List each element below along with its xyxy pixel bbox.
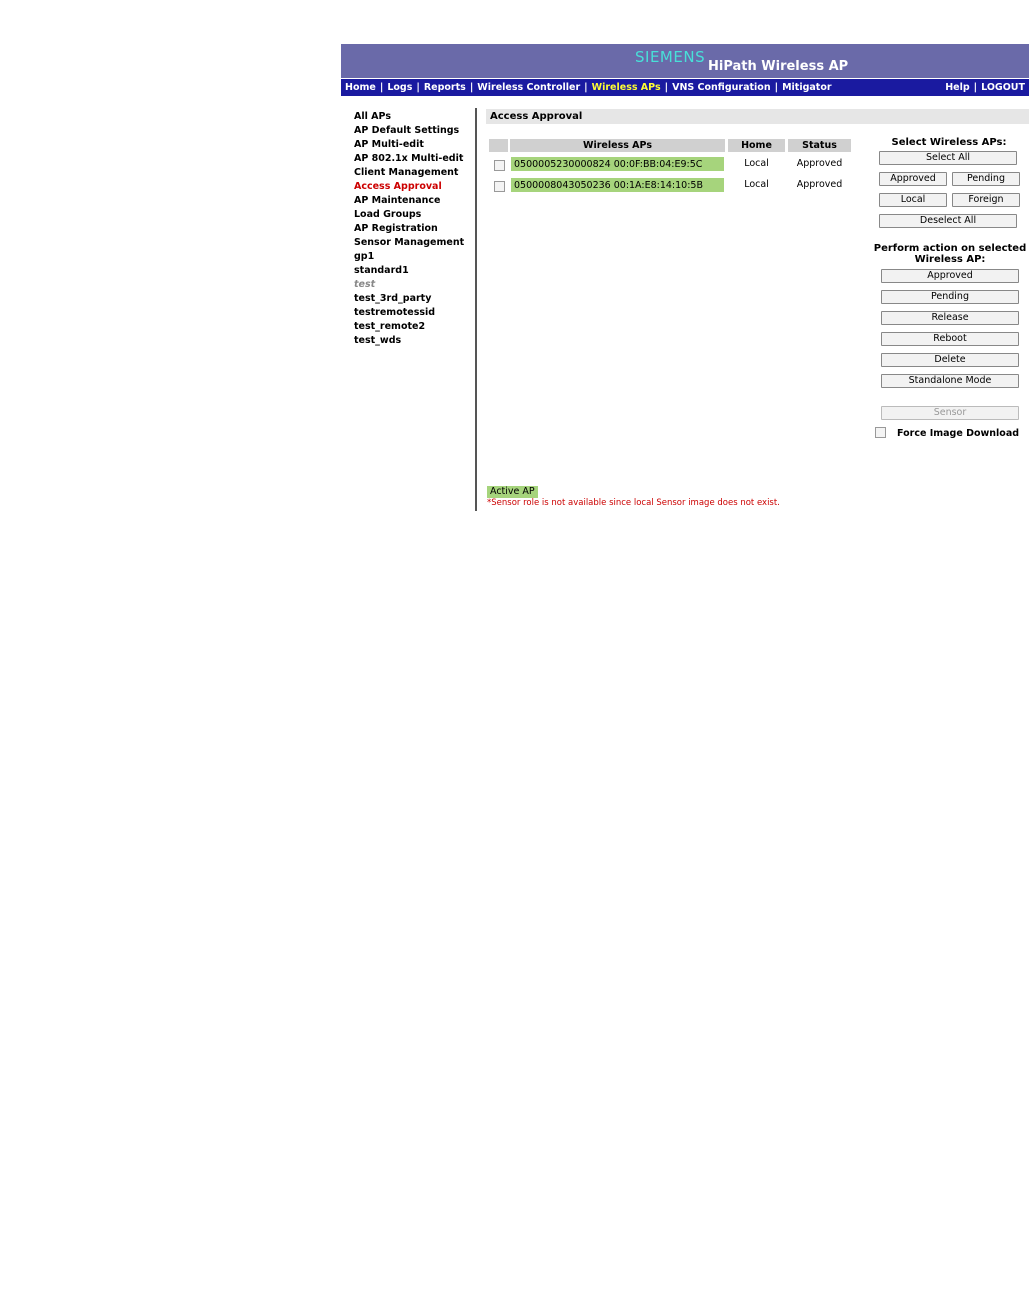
sidebar-item-access-approval[interactable]: Access Approval [354,181,442,192]
ap-cell[interactable]: 0500005230000824 00:0F:BB:04:E9:5C [510,156,725,172]
action-approved-button[interactable]: Approved [881,269,1019,283]
nav-separator: | [416,82,420,93]
nav-home[interactable]: Home [345,82,376,93]
action-panel-title-line1: Perform action on selected [873,243,1027,254]
sidebar-item-test-wds[interactable]: test_wds [354,335,402,346]
sidebar-item-sensor-management[interactable]: Sensor Management [354,237,465,248]
action-release-button[interactable]: Release [881,311,1019,325]
home-cell: Local [744,158,769,169]
nav-vns-configuration[interactable]: VNS Configuration [672,82,771,93]
header-banner [341,44,1029,78]
nav-separator: | [584,82,588,93]
sidebar-item-ap-registration[interactable]: AP Registration [354,223,438,234]
sidebar-item-test[interactable]: test [354,279,376,290]
select-all-button[interactable]: Select All [879,151,1017,165]
action-panel-title-line2: Wireless AP: [914,254,986,265]
checkbox-column-header [489,139,508,152]
action-sensor-button[interactable]: Sensor [881,406,1019,420]
select-foreign-button[interactable]: Foreign [952,193,1020,207]
sidebar-item-all-aps[interactable]: All APs [354,111,391,122]
status-cell: Approved [796,158,843,169]
section-header [486,109,1029,124]
sensor-note [487,498,780,508]
action-standalone-mode-button[interactable]: Standalone Mode [881,374,1019,388]
sidebar-item-testremotessid[interactable]: testremotessid [354,307,436,318]
sidebar-item-test-remote2[interactable]: test_remote2 [354,321,426,332]
product-title: HiPath Wireless AP [708,59,849,74]
section-title: Access Approval [490,111,583,122]
nav-logout[interactable]: LOGOUT [981,82,1025,93]
note-marker: * [487,498,492,508]
nav-separator: | [973,82,978,93]
sidebar-item-ap-maintenance[interactable]: AP Maintenance [354,195,441,206]
column-header-status: Status [788,139,851,152]
nav-left [345,82,832,93]
nav-separator: | [379,82,384,93]
sidebar-item-ap-default-settings[interactable]: AP Default Settings [354,125,460,136]
select-pending-button[interactable]: Pending [952,172,1020,186]
select-panel-title: Select Wireless APs: [891,137,1007,148]
sidebar-item-ap-multi-edit[interactable]: AP Multi-edit [354,139,424,150]
nav-reports[interactable]: Reports [423,82,466,93]
deselect-all-button[interactable]: Deselect All [879,214,1017,228]
ap-cell[interactable]: 0500008043050236 00:1A:E8:14:10:5B [510,177,725,193]
sidebar-item-gp1[interactable]: gp1 [354,251,375,262]
nav-separator: | [774,82,779,93]
sidebar-item-test-3rd-party[interactable]: test_3rd_party [354,293,432,304]
action-reboot-button[interactable]: Reboot [881,332,1019,346]
nav-help[interactable]: Help [945,82,970,93]
nav-wireless-aps[interactable]: Wireless APs [591,82,661,93]
nav-logs[interactable]: Logs [387,82,413,93]
force-image-download-checkbox[interactable] [875,427,886,438]
content-divider [475,108,477,511]
home-cell: Local [744,179,769,190]
sidebar-item-load-groups[interactable]: Load Groups [354,209,422,220]
status-cell: Approved [796,179,843,190]
nav-right [945,82,1025,93]
sidebar-item-client-management[interactable]: Client Management [354,167,459,178]
row-checkbox[interactable] [494,181,505,192]
nav-separator: | [469,82,474,93]
select-local-button[interactable]: Local [879,193,947,207]
note-text: Sensor role is not available since local Sensor image does not exist. [491,498,780,508]
select-approved-button[interactable]: Approved [879,172,947,186]
top-nav [341,79,1029,96]
sidebar-item-standard1[interactable]: standard1 [354,265,409,276]
nav-mitigator[interactable]: Mitigator [782,82,832,93]
action-pending-button[interactable]: Pending [881,290,1019,304]
nav-wireless-controller[interactable]: Wireless Controller [477,82,581,93]
force-image-download-label: Force Image Download [897,428,1020,439]
nav-separator: | [664,82,669,93]
column-header-home: Home [728,139,785,152]
sidebar [354,110,470,348]
column-header-wireless-aps: Wireless APs [510,139,725,152]
siemens-logo: SIEMENS [635,48,706,66]
sidebar-item-ap-8021x-multi-edit[interactable]: AP 802.1x Multi-edit [354,153,464,164]
row-checkbox[interactable] [494,160,505,171]
active-ap-legend: Active AP [487,486,538,498]
action-delete-button[interactable]: Delete [881,353,1019,367]
